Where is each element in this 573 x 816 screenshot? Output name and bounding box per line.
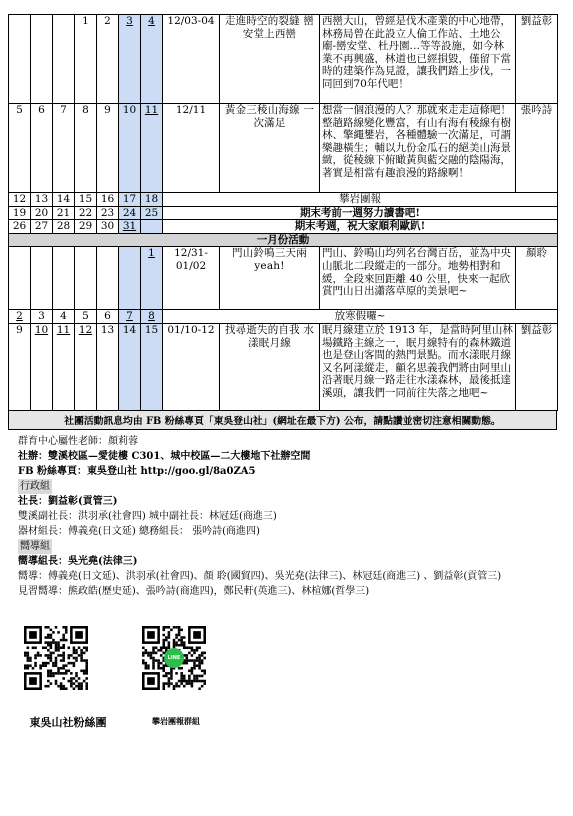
calendar-day: 3 [31,310,53,324]
line-badge-text: LINE [167,655,181,661]
fb-page-line[interactable]: FB 粉絲專頁：東吳登山社 http://goo.gl/8a0ZA5 [18,466,256,477]
vice-presidents-line: 雙溪副社長：洪羽承(社會四) 城中副社長：林冠廷(商進三) [18,511,277,522]
calendar-day: 22 [75,206,97,220]
activity-description: 眠月線建立於 1913 年，是當時阿里山林場鐵路主線之一，眠月線特有的森林鐵道也是登山客間的熱門景點。而水漾眠月線又名阿漾縱走，顧名思義我們將由阿里山沿著眠月線一路走往水漾森林，最後抵達溪頭，讓我們一同前往失落之地吧~ [320,323,516,410]
calendar-day: 25 [141,206,163,220]
calendar-day: 13 [97,323,119,410]
calendar-day: 1 [141,247,163,310]
week-row [9,193,558,207]
line-qr-code[interactable] [142,626,206,690]
calendar-day: 14 [53,193,75,207]
calendar-day: 24 [119,206,141,220]
calendar-day: 7 [53,104,75,193]
calendar-day: 5 [75,310,97,324]
fb-notice-banner: 社團活動訊息均由 FB 粉絲專頁「東吳登山社」(網址在最下方) 公布，請點讚並密切注意相關動態。 [8,411,557,430]
calendar-day: 6 [97,310,119,324]
calendar-day: 11 [53,323,75,410]
calendar-day: 8 [141,310,163,324]
calendar-day: 16 [97,193,119,207]
calendar-day: 3 [119,15,141,104]
week-row [9,206,558,220]
calendar-day [31,15,53,104]
fb-qr-label: 東吳山社粉絲團 [29,716,107,729]
activity-route: 走進時空的裂縫 巒安堂上西巒 [220,15,320,104]
calendar-day [141,220,163,234]
calendar-day: 30 [97,220,119,234]
calendar-day [97,247,119,310]
admin-section-label: 行政組 [20,481,50,492]
week-row [9,104,558,193]
fb-qr-code[interactable] [24,626,88,690]
calendar-day: 8 [75,104,97,193]
guides-line: 嚮導：傅義堯(日文延)、洪羽承(社會四)、顏 聆(國貿四)、吳光堯(法律三)、林冠廷(商進三) 、劉益彰(貢管三) [18,571,502,582]
week-row [9,15,558,104]
calendar-day: 1 [75,15,97,104]
activity-date: 12/11 [163,104,220,193]
calendar-day: 26 [9,220,31,234]
week-note: 期末考前一週努力讀書吧! [163,206,558,220]
calendar-day: 19 [9,206,31,220]
guide-head-line: 嚮導組長：吳光堯(法律三) [18,556,138,567]
calendar-day [53,247,75,310]
calendar-day: 15 [141,323,163,410]
guide-section-label: 嚮導組 [20,541,50,552]
advisor-line: 群育中心屬性老師：顏莉蓉 [18,436,138,447]
calendar-day: 7 [119,310,141,324]
activity-leader: 顏聆 [516,247,558,310]
calendar-day: 20 [31,206,53,220]
activity-route: 找尋逝失的自我 水漾眠月線 [220,323,320,410]
calendar-day [53,15,75,104]
activity-date: 12/31- 01/02 [163,247,220,310]
activity-description: 門山、鈴鳴山均列名台灣百岳，並為中央山脈北二段縱走的一部分。地勢相對和緩，全段來回距離 40 公里，快來一起欣賞門山日出瀟落草原的美景吧~ [320,247,516,310]
calendar-day: 9 [9,323,31,410]
activity-route: 黃金三稜山海線 一次滿足 [220,104,320,193]
qr-codes [18,626,238,738]
calendar-day: 5 [9,104,31,193]
calendar-day: 14 [119,323,141,410]
calendar-day: 6 [31,104,53,193]
calendar-day: 4 [141,15,163,104]
week-note: 期末考週，祝大家順利歐趴! [163,220,558,234]
trainee-guides-line: 見習嚮導：熊政皓(歷史延)、張吟詩(商進四)，鄭民軒(英進三)、林楦娜(哲學三) [18,586,370,597]
activity-leader: 張吟詩 [516,104,558,193]
calendar-day: 2 [9,310,31,324]
calendar-day: 2 [97,15,119,104]
page [8,14,557,430]
calendar-day [9,247,31,310]
activity-date: 01/10-12 [163,323,220,410]
calendar-day: 15 [75,193,97,207]
calendar-day: 28 [53,220,75,234]
activity-leader: 劉益彰 [516,15,558,104]
calendar-day: 4 [53,310,75,324]
calendar-day: 10 [119,104,141,193]
week-row [9,323,558,410]
week-note: 放寒假囉~ [163,310,558,324]
line-logo-icon [164,648,184,668]
office-line: 社辦：雙溪校區—愛徒樓 C301、城中校區—二大樓地下社辦空間 [18,451,311,462]
line-qr-label: 攀岩團報群組 [152,717,200,726]
calendar-day [31,247,53,310]
calendar-day: 12 [75,323,97,410]
calendar-day [75,247,97,310]
week-note: 攀岩團報 [163,193,558,207]
week-row [9,220,558,234]
week-row [9,247,558,310]
calendar-day: 31 [119,220,141,234]
activity-description: 西巒大山，曾經是伐木產業的中心地帶，林務局曾在此設立人倫工作站、土地公廟-巒安堂、杜丹園…等等設施，如今林業不再興盛，林道也已經損毀，僅留下當時的建築作為見證，讓我們踏上步伐，一同回到70年代吧！ [320,15,516,104]
calendar-day [119,247,141,310]
club-info [14,434,558,599]
calendar-day: 11 [141,104,163,193]
activity-route: 門山鈴鳴三天兩 yeah! [220,247,320,310]
calendar-day: 10 [31,323,53,410]
week-row [9,310,558,324]
president-line: 社長：劉益彰(貢管三) [18,496,118,507]
calendar-day: 12 [9,193,31,207]
activity-calendar-table [8,14,558,411]
equipment-line: 器材組長：傅義堯(日文延) 總務組長： 張吟詩(商進四) [18,526,260,537]
activity-leader: 劉益彰 [516,323,558,410]
month-bar-row [9,233,558,247]
calendar-day [9,15,31,104]
calendar-day: 13 [31,193,53,207]
calendar-day: 9 [97,104,119,193]
calendar-day: 29 [75,220,97,234]
activity-date: 12/03-04 [163,15,220,104]
calendar-day: 27 [31,220,53,234]
activity-description: 想當一個浪漫的人？那就來走走這條吧！整趟路線變化豐富，有山有海有稜線有樹林、擎繩鐢岩，各種體驗一次滿足，可謂樂趣橫生；輔以九份金瓜石的絕美山海景緻，從稜線下俯瞰黃與藍交融的陰陽海，著實是相當有趣浪漫的路線啊！ [320,104,516,193]
calendar-day: 18 [141,193,163,207]
calendar-day: 17 [119,193,141,207]
calendar-day: 21 [53,206,75,220]
month-bar: 一月份活動 [9,233,558,247]
calendar-day: 23 [97,206,119,220]
